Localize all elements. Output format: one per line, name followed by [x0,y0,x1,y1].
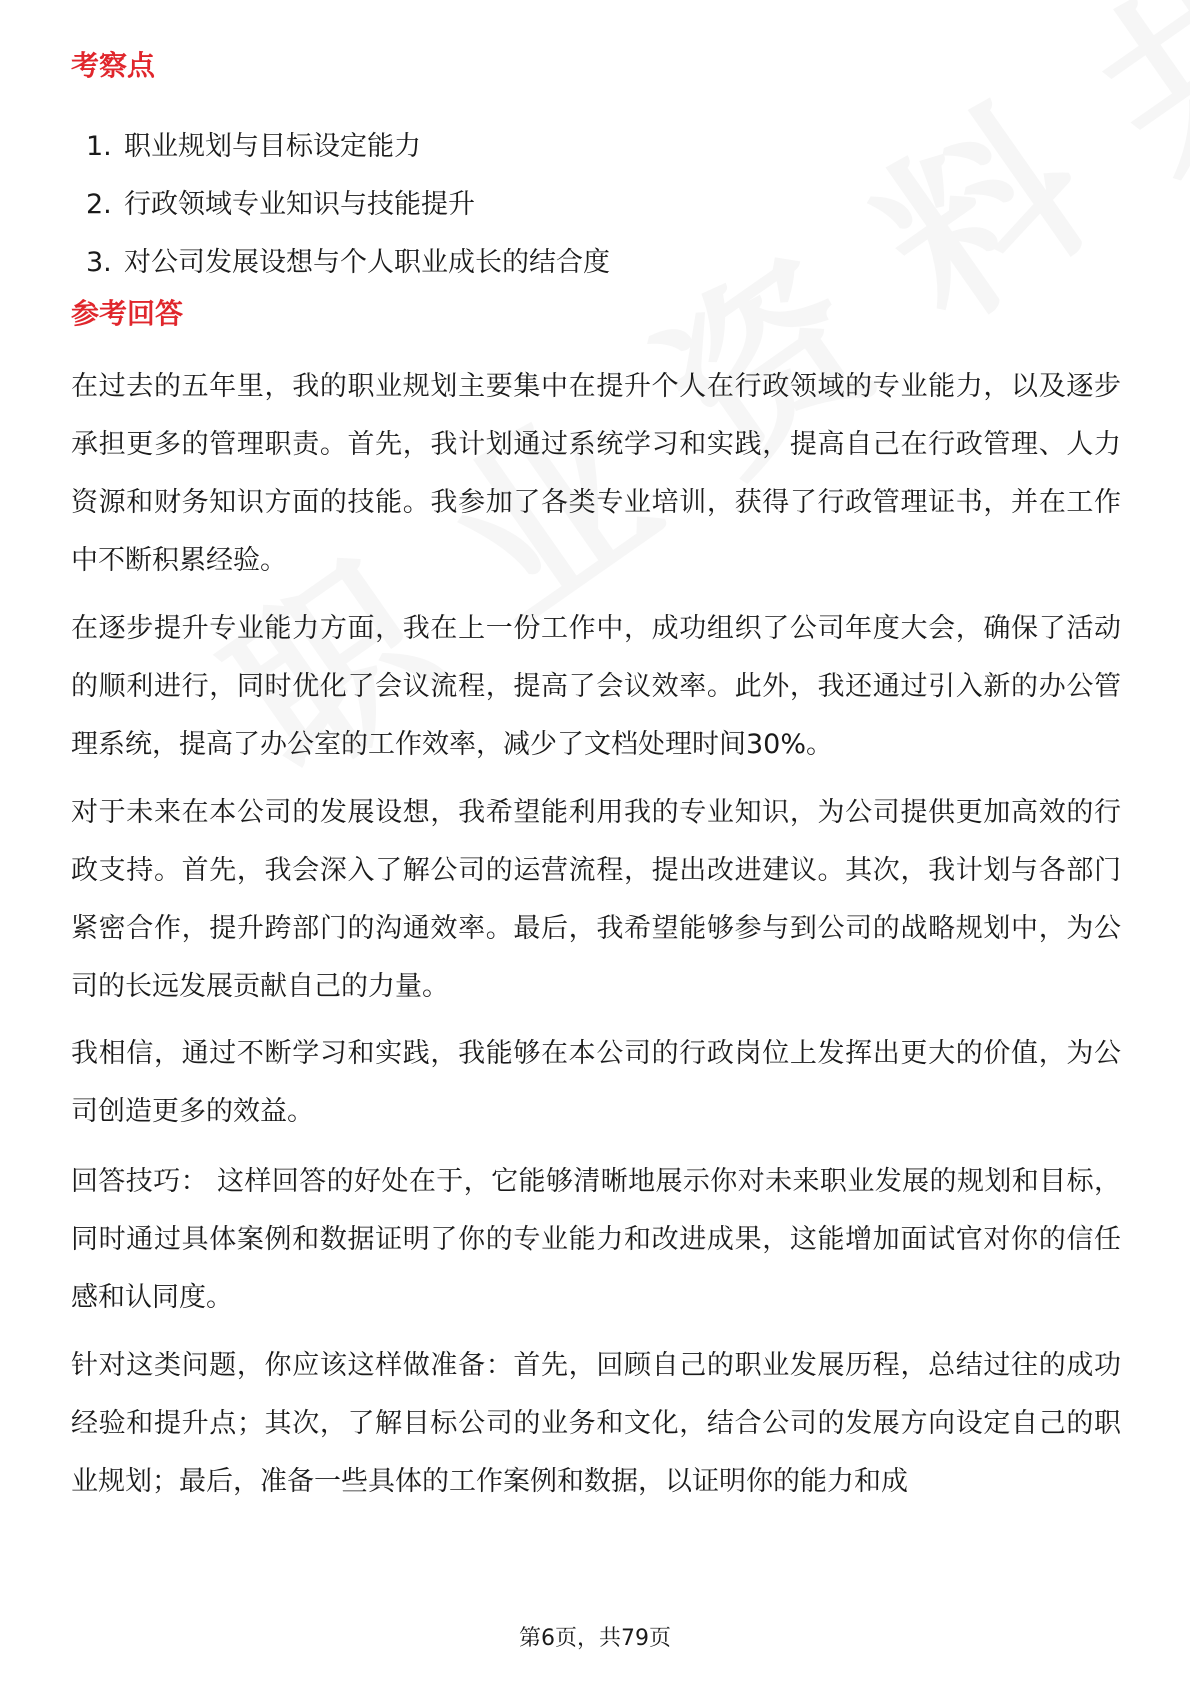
list-item-text: 行政领域专业知识与技能提升 [124,189,475,220]
preparation-paragraph: 针对这类问题，你应该这样做准备：首先，回顾自己的职业发展历程，总结过往的成功经验和提升点；其次，了解目标公司的业务和文化，结合公司的发展方向设定自己的职业规划；最后，准备一些具体的工作案例和数据，以证明你的能力和成 [71,1350,1121,1497]
answer-heading: 参考回答 [71,297,184,330]
tips-paragraph: 回答技巧： 这样回答的好处在于，它能够清晰地展示你对未来职业发展的规划和目标，同时通过具体案例和数据证明了你的专业能力和改进成果，这能增加面试官对你的信任感和认同度。 [71,1166,1121,1313]
list-item [86,118,610,176]
page-number: 第6页，共79页 [519,1626,671,1651]
answer-paragraph: 在过去的五年里，我的职业规划主要集中在提升个人在行政领域的专业能力，以及逐步承担更多的管理职责。首先，我计划通过系统学习和实践，提高自己在行政管理、人力资源和财务知识方面的技能。我参加了各类专业培训，获得了行政管理证书，并在工作中不断积累经验。 [71,371,1121,576]
list-item-number: 3. [86,247,112,278]
list-item [86,176,610,234]
answer-paragraph: 对于未来在本公司的发展设想，我希望能利用我的专业知识，为公司提供更加高效的行政支持。首先，我会深入了解公司的运营流程，提出改进建议。其次，我计划与各部门紧密合作，提升跨部门的沟通效率。最后，我希望能够参与到公司的战略规划中，为公司的长远发展贡献自己的力量。 [71,797,1121,1002]
answer-paragraph: 我相信，通过不断学习和实践，我能够在本公司的行政岗位上发挥出更大的价值，为公司创造更多的效益。 [71,1038,1121,1127]
list-item-number: 2. [86,189,112,220]
list-item-text: 职业规划与目标设定能力 [124,131,421,162]
points-list [86,118,610,292]
list-item-text: 对公司发展设想与个人职业成长的结合度 [124,247,610,278]
answer-paragraph: 在逐步提升专业能力方面，我在上一份工作中，成功组织了公司年度大会，确保了活动的顺利进行，同时优化了会议流程，提高了会议效率。此外，我还通过引入新的办公管理系统，提高了办公室的工作效率，减少了文档处理时间30%。 [71,613,1121,760]
points-heading: 考察点 [71,49,156,82]
list-item-number: 1. [86,131,112,162]
list-item [86,234,610,292]
